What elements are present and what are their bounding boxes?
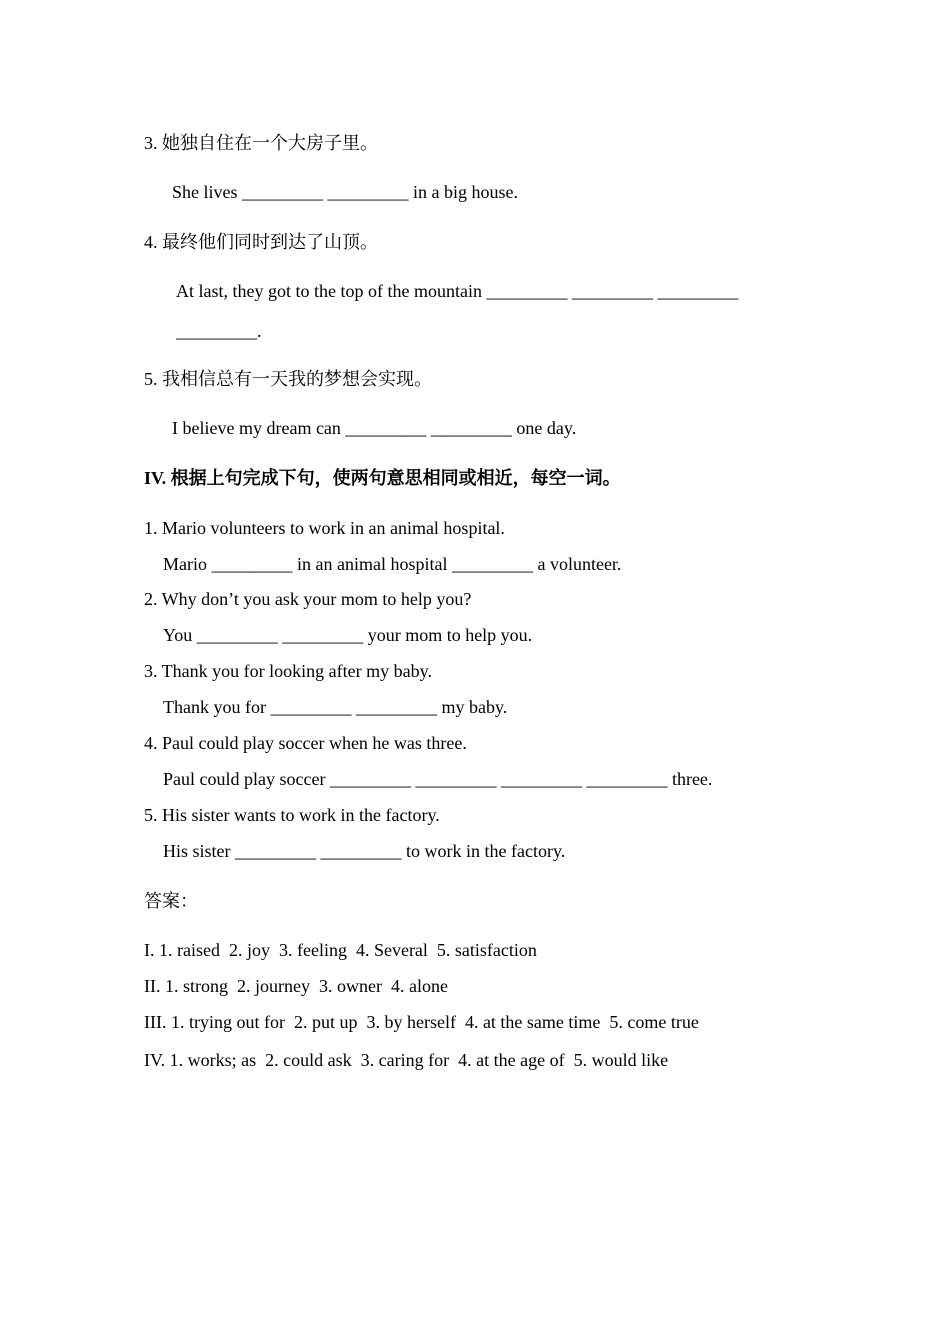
s4-question-4: 4. Paul could play soccer when he was three. <box>144 733 467 753</box>
answers-title: 答案： <box>144 891 198 911</box>
answer-key-section-3: III. 1. trying out for 2. put up 3. by herself 4. at the same time 5. come true <box>144 1012 699 1032</box>
answer-key-section-4: IV. 1. works; as 2. could ask 3. caring for 4. at the age of 5. would like <box>144 1050 669 1070</box>
s4-answer-line-4: Paul could play soccer _________ _________ _________ _________ three. <box>163 769 713 789</box>
question-4-chinese: 4. 最终他们同时到达了山顶。 <box>144 232 378 252</box>
section-4-heading: IV. 根据上句完成下句，使两句意思相同或相近，每空一词。 <box>144 468 621 488</box>
s4-answer-line-2: You _________ _________ your mom to help you. <box>163 625 533 645</box>
s4-question-2: 2. Why don’t you ask your mom to help you? <box>144 589 472 609</box>
question-3-english: She lives _________ _________ in a big house. <box>172 182 518 202</box>
answer-key-section-1: I. 1. raised 2. joy 3. feeling 4. Several 5. satisfaction <box>144 940 537 960</box>
question-4-english: At last, they got to the top of the mountain _________ _________ _________ <box>176 281 739 301</box>
s4-answer-line-1: Mario _________ in an animal hospital _________ a volunteer. <box>163 554 622 574</box>
s4-answer-line-5: His sister _________ _________ to work in the factory. <box>163 841 566 861</box>
s4-question-5: 5. His sister wants to work in the factory. <box>144 805 440 825</box>
question-5-chinese: 5. 我相信总有一天我的梦想会实现。 <box>144 369 432 389</box>
question-3-chinese: 3. 她独自住在一个大房子里。 <box>144 133 378 153</box>
question-4-english-continued: _________. <box>176 321 262 341</box>
s4-answer-line-3: Thank you for _________ _________ my baby. <box>163 697 508 717</box>
question-5-english: I believe my dream can _________ _________ one day. <box>172 418 577 438</box>
answer-key-section-2: II. 1. strong 2. journey 3. owner 4. alone <box>144 976 448 996</box>
s4-question-3: 3. Thank you for looking after my baby. <box>144 661 432 681</box>
s4-question-1: 1. Mario volunteers to work in an animal hospital. <box>144 518 505 538</box>
